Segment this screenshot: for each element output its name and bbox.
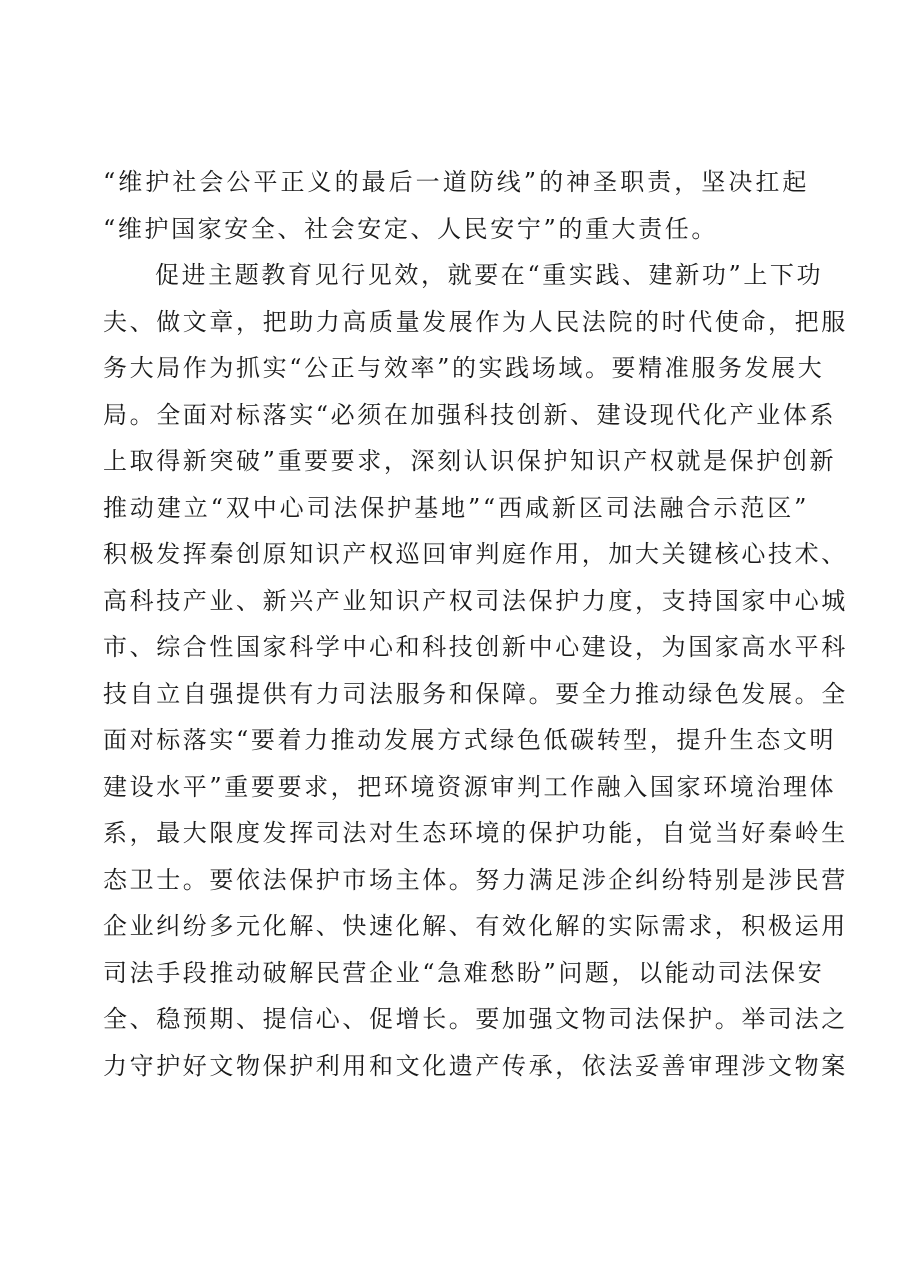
text-line: “维护社会公平正义的最后一道防线”的神圣职责，坚决扛起 [103,168,809,196]
text-line: 司法手段推动破解民营企业“急难愁盼”问题，以能动司法保安 [103,958,825,987]
text-line: 面对标落实“要着力推动发展方式绿色低碳转型，提升生态文明 [103,726,837,754]
text-line: 高科技产业、新兴产业知识产权司法保护力度，支持国家中心城 [103,586,848,615]
text-line: 上取得新突破”重要要求，深刻认识保护知识产权就是保护创新 [103,447,837,475]
text-line: 推动建立“双中心司法保护基地”“西咸新区司法融合示范区” [103,493,809,522]
text-line: 建设水平”重要要求，把环境资源审判工作融入国家环境治理体 [103,772,837,801]
text-line: 力守护好文物保护利用和文化遗产传承，依法妥善审理涉文物案 [103,1051,848,1080]
text-line: 技自立自强提供有力司法服务和保障。要全力推动绿色发展。全 [103,679,848,708]
text-line: 局。全面对标落实“必须在加强科技创新、建设现代化产业体系 [103,400,837,429]
text-line: 积极发挥秦创原知识产权巡回审判庭作用，加大关键核心技术、 [103,540,848,568]
body-text [103,159,848,1089]
text-line: 夫、做文章，把助力高质量发展作为人民法院的时代使命，把服 [103,307,848,336]
text-line: 态卫士。要依法保护市场主体。努力满足涉企纠纷特别是涉民营 [103,865,848,894]
text-line: “维护国家安全、社会安定、人民安宁”的重大责任。 [103,214,718,243]
text-line: 系，最大限度发挥司法对生态环境的保护功能，自觉当好秦岭生 [103,819,848,847]
text-line: 务大局作为抓实“公正与效率”的实践场域。要精准服务发展大 [103,354,825,382]
text-line: 企业纠纷多元化解、快速化解、有效化解的实际需求，积极运用 [103,912,848,940]
text-line: 市、综合性国家科学中心和科技创新中心建设，为国家高水平科 [103,633,848,661]
text-line: 全、稳预期、提信心、促增长。要加强文物司法保护。举司法之 [103,1005,848,1033]
paragraph-start-line: 促进主题教育见行见效，就要在“重实践、建新功”上下功 [155,261,824,289]
